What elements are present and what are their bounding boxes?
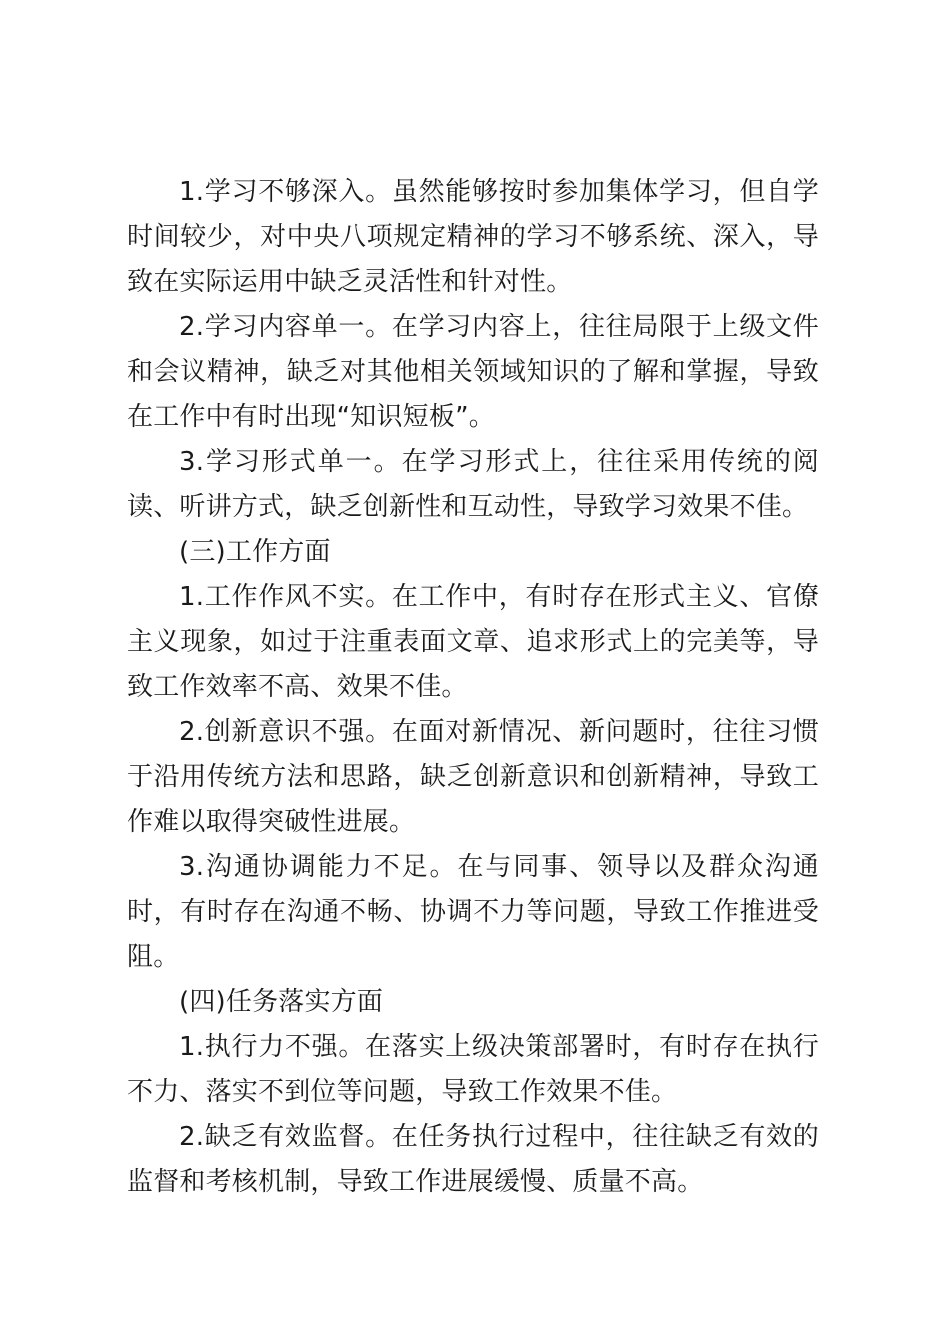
document-body xyxy=(127,170,819,1205)
list-item-study-form: 3.学习形式单一。在学习形式上，往往采用传统的阅读、听讲方式，缺乏创新性和互动性，导致学习效果不佳。 xyxy=(127,447,819,522)
list-item-execution: 1.执行力不强。在落实上级决策部署时，有时存在执行不力、落实不到位等问题，导致工作效果不佳。 xyxy=(127,1032,819,1107)
list-item-study-content: 2.学习内容单一。在学习内容上，往往局限于上级文件和会议精神，缺乏对其他相关领域知识的了解和掌握，导致在工作中有时出现“知识短板”。 xyxy=(127,312,819,432)
list-item-communication: 3.沟通协调能力不足。在与同事、领导以及群众沟通时，有时存在沟通不畅、协调不力等问题，导致工作推进受阻。 xyxy=(127,852,819,972)
section-heading-task: (四)任务落实方面 xyxy=(179,987,384,1017)
list-item-study-depth: 1.学习不够深入。虽然能够按时参加集体学习，但自学时间较少，对中央八项规定精神的学习不够系统、深入，导致在实际运用中缺乏灵活性和针对性。 xyxy=(127,177,819,297)
list-item-work-style: 1.工作作风不实。在工作中，有时存在形式主义、官僚主义现象，如过于注重表面文章、追求形式上的完美等，导致工作效率不高、效果不佳。 xyxy=(127,582,819,702)
list-item-innovation: 2.创新意识不强。在面对新情况、新问题时，往往习惯于沿用传统方法和思路，缺乏创新意识和创新精神，导致工作难以取得突破性进展。 xyxy=(127,717,819,837)
section-heading-work: (三)工作方面 xyxy=(179,537,331,567)
list-item-supervision: 2.缺乏有效监督。在任务执行过程中，往往缺乏有效的监督和考核机制，导致工作进展缓慢、质量不高。 xyxy=(127,1122,819,1197)
